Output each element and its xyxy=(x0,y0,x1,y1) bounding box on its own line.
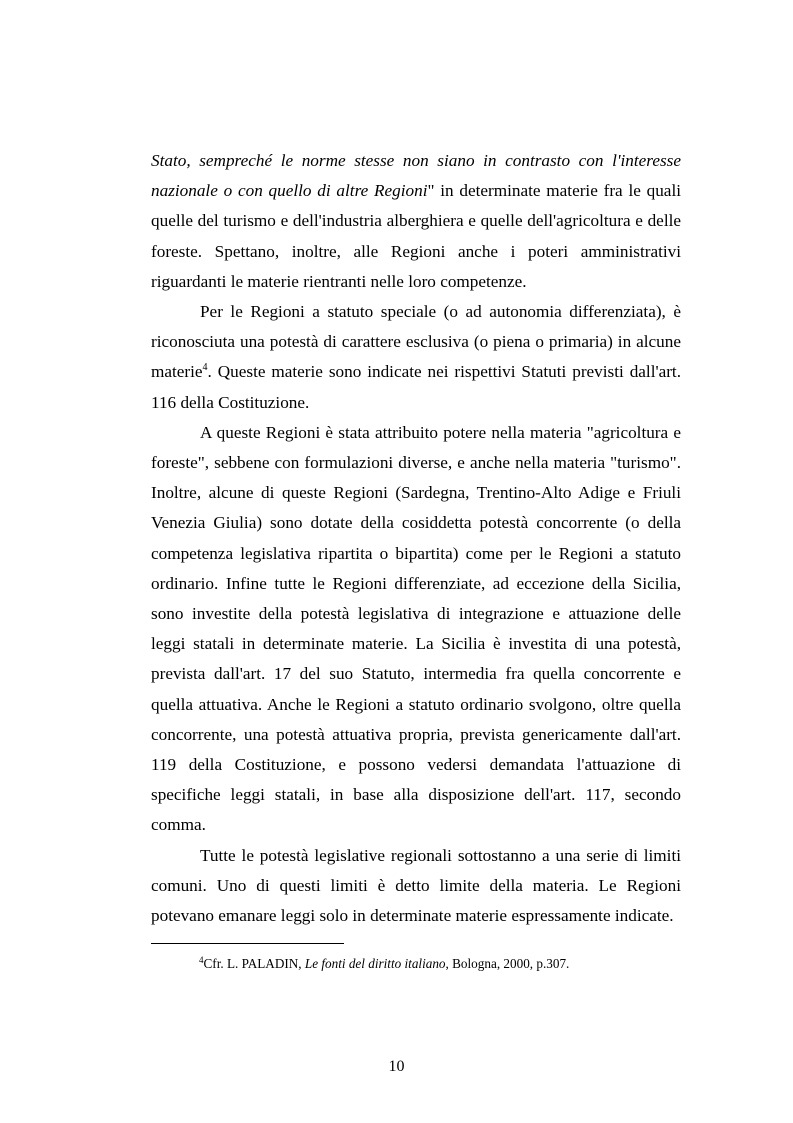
paragraph-2-text: Per le Regioni a statuto speciale (o ad autonomia differenziata), è riconosciuta una potestà di carattere esclusiva (o piena o primaria) in alcune materie xyxy=(151,302,681,382)
footnote-separator xyxy=(151,943,344,944)
paragraph-3: A queste Regioni è stata attribuito potere nella materia "agricoltura e foreste", sebbene con formulazioni diverse, e anche nella materia "turismo". Inoltre, alcune di queste Regioni (Sardegna, Trentino-Alto Adige e Friuli Venezia Giulia) sono dotate della cosiddetta potestà concorrente (o della competenza legislativa ripartita o bipartita) come per le Regioni a statuto ordinario. Infine tutte le Regioni differenziate, ad eccezione della Sicilia, sono investite della potestà legislativa di integrazione e attuazione delle leggi statali in determinate materie. La Sicilia è investita di una potestà, prevista dall'art. 17 del suo Statuto, intermedia fra quella concorrente e quella attuativa. Anche le Regioni a statuto ordinario svolgono, oltre quella concorrente, una potestà attuativa propria, prevista genericamente dall'art. 119 della Costituzione, e possono vedersi demandata l'attuazione di specifiche leggi statali, in base alla disposizione dell'art. 117, secondo comma. xyxy=(151,422,681,835)
footnote-number: 4 xyxy=(199,955,204,965)
paragraph-1-rest: " in determinate materie fra le quali quelle del turismo e dell'industria alberghiera e quelle dell'agricoltura e delle foreste. Spettano, inoltre, alle Regioni anche i poteri amministrativi riguardanti le materie rientranti nelle loro competenze. xyxy=(151,181,681,291)
body-text xyxy=(151,146,681,931)
footnote-prefix: Cfr. L. PALADIN, xyxy=(203,956,305,971)
paragraph-2 xyxy=(151,297,681,418)
paragraph-2-rest: . Queste materie sono indicate nei rispettivi Statuti previsti dall'art. 116 della Costituzione. xyxy=(151,362,681,412)
footnote-suffix: , Bologna, 2000, p.307. xyxy=(445,956,570,971)
paragraph-1 xyxy=(151,146,681,297)
footnote-title: Le fonti del diritto italiano xyxy=(304,956,446,971)
paragraph-4: Tutte le potestà legislative regionali sottostanno a una serie di limiti comuni. Uno di questi limiti è detto limite della materia. Le Regioni potevano emanare leggi solo in determinate materie espressamente indicate. xyxy=(151,845,681,926)
footnote xyxy=(199,956,679,972)
footnote-reference[interactable]: 4 xyxy=(202,362,208,374)
page-number: 10 xyxy=(388,1058,405,1075)
italic-quote: Stato, sempreché le norme stesse non siano in contrasto con l'interesse nazionale o con quello di altre Regioni xyxy=(151,151,681,201)
